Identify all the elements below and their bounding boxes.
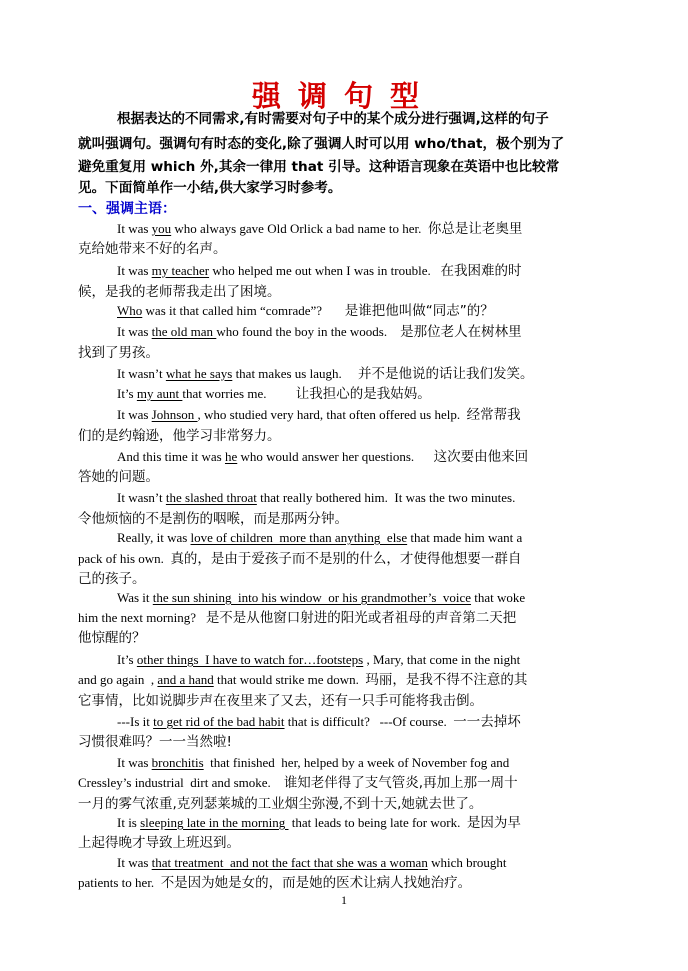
section-heading: 一、强调主语： <box>78 201 176 217</box>
chinese-translation: 上起得晚才导致上班迟到。 <box>78 835 240 851</box>
english-text: which brought <box>427 855 507 870</box>
chinese-translation: 真的，是由于爱孩子而不是别的什么，才使得他想要一群自 <box>170 551 522 567</box>
example-line <box>117 813 617 833</box>
english-text: him the next morning? <box>78 610 206 625</box>
emphasized-part: and a hand <box>157 672 214 687</box>
example-line <box>78 691 618 711</box>
chinese-translation: 在我困难的时 <box>440 263 522 279</box>
english-text: It’s <box>117 652 137 667</box>
english-text: that woke <box>471 590 526 605</box>
emphasized-part: the slashed throat <box>165 490 257 505</box>
emphasized-part: the old man <box>151 324 217 339</box>
emphasized-part: my aunt <box>136 386 183 401</box>
chinese-translation: 让我担心的是我姑妈。 <box>295 386 431 402</box>
example-line <box>78 343 618 363</box>
english-text: who always gave Old Orlick a bad name to her. <box>171 221 428 236</box>
example-line <box>117 322 617 342</box>
chinese-translation: 习惯很难吗？一一当然啦! <box>78 734 232 750</box>
example-line <box>78 569 618 589</box>
english-text: It was <box>117 755 152 770</box>
example-line <box>78 773 618 793</box>
english-text: It’s <box>117 386 137 401</box>
chinese-translation: 候，是我的老师帮我走出了困境。 <box>78 284 281 300</box>
chinese-translation: 找到了男孩。 <box>78 345 159 361</box>
example-line <box>117 364 617 384</box>
chinese-translation: 经常帮我 <box>466 407 521 423</box>
example-line <box>117 301 617 321</box>
english-text: that makes us laugh. <box>232 366 358 381</box>
example-line <box>78 833 618 853</box>
english-text: And this time it was <box>117 449 225 464</box>
chinese-translation: 令他烦恼的不是割伤的咽喉，而是那两分钟。 <box>78 511 348 527</box>
english-text: that made him want a <box>407 530 523 545</box>
example-line <box>117 650 617 670</box>
english-text: that finished her, helped by a week of November fog and <box>203 755 510 770</box>
example-line <box>78 628 618 648</box>
intro-line: 就叫强调句。强调句有时态的变化,除了强调人时可以用 who/that，极个别为了 <box>78 136 565 152</box>
example-line <box>117 219 617 239</box>
intro-line: 根据表达的不同需求,有时需要对句子中的某个成分进行强调,这样的句子 <box>117 111 549 127</box>
english-text: It was <box>117 324 152 339</box>
emphasized-part: my teacher <box>151 263 210 278</box>
example-line <box>78 873 618 893</box>
emphasized-part: you <box>151 221 172 236</box>
english-text: was it that called him “comrade”? <box>142 303 345 318</box>
example-line <box>117 261 617 281</box>
example-line <box>78 732 618 752</box>
example-line <box>117 753 617 773</box>
example-line <box>117 528 617 548</box>
chinese-translation: 克给她带来不好的名声。 <box>78 241 227 257</box>
chinese-translation: 你总是让老奥里 <box>427 221 523 237</box>
example-line <box>78 426 618 446</box>
chinese-translation: 并不是他说的话让我们发笑。 <box>357 366 534 382</box>
example-line <box>78 608 618 628</box>
example-line <box>78 509 618 529</box>
emphasized-part: Johnson <box>151 407 198 422</box>
example-line <box>117 853 617 873</box>
english-text: Cressley’s industrial dirt and smoke. <box>78 775 284 790</box>
emphasized-part: sleeping late in the morning <box>140 815 289 830</box>
english-text: , who studied very hard, that often offered us help. <box>197 407 467 422</box>
chinese-translation: 己的孩子。 <box>78 571 146 587</box>
english-text: who helped me out when I was in trouble. <box>209 263 441 278</box>
emphasized-part: to get rid of the bad habit <box>153 714 285 729</box>
example-line <box>117 588 617 608</box>
english-text: that would strike me down. <box>213 672 366 687</box>
page-number: 1 <box>341 893 347 907</box>
chinese-translation: 们的是约翰逊，他学习非常努力。 <box>78 428 281 444</box>
chinese-translation: 是因为早 <box>466 815 521 831</box>
english-text: It was <box>117 221 152 236</box>
english-text: patients to her. <box>78 875 161 890</box>
emphasized-part: what he says <box>165 366 233 381</box>
chinese-translation: 这次要由他来回 <box>433 449 529 465</box>
chinese-translation: 谁知老伴得了支气管炎,再加上那一周十 <box>283 775 518 791</box>
english-text: It was <box>117 855 152 870</box>
example-line <box>78 549 618 569</box>
emphasized-part: love of children more than anything else <box>190 530 408 545</box>
english-text: that really bothered him. It was the two minutes. <box>256 490 516 505</box>
english-text: and go again , <box>78 672 158 687</box>
english-text: It is <box>117 815 141 830</box>
intro-line: 避免重复用 which 外,其余一律用 that 引导。这种语言现象在英语中也比较常 <box>78 159 560 175</box>
example-line <box>117 488 617 508</box>
english-text: that leads to being late for work. <box>288 815 467 830</box>
example-line <box>117 405 617 425</box>
chinese-translation: 答她的问题。 <box>78 469 159 485</box>
english-text: pack of his own. <box>78 551 171 566</box>
example-line <box>78 794 618 814</box>
chinese-translation: 是谁把他叫做“同志”的？ <box>344 303 494 319</box>
english-text: It wasn’t <box>117 366 166 381</box>
chinese-translation: 是不是从他窗口射进的阳光或者祖母的声音第二天把 <box>205 610 517 626</box>
english-text: ---Is it <box>117 714 154 729</box>
emphasized-part: he <box>224 449 238 464</box>
chinese-translation: 他惊醒的？ <box>78 630 146 646</box>
emphasized-part: the sun shining into his window or his grandmother’s voice <box>152 590 472 605</box>
chinese-translation: 它事情，比如说脚步声在夜里来了又去，还有一只手可能将我击倒。 <box>78 693 483 709</box>
english-text: who found the boy in the woods. <box>216 324 401 339</box>
english-text: It was <box>117 263 152 278</box>
example-line <box>78 282 618 302</box>
chinese-translation: 是那位老人在树林里 <box>400 324 522 340</box>
intro-line: 见。下面简单作一小结,供大家学习时参考。 <box>78 180 342 196</box>
chinese-translation: 玛丽，是我不得不注意的其 <box>365 672 528 688</box>
chinese-translation: 一一去掉坏 <box>453 714 521 730</box>
chinese-translation: 一月的雾气浓重,克列瑟莱城的工业烟尘弥漫,不到十天,她就去世了。 <box>78 796 483 812</box>
chinese-translation: 不是因为她是女的，而是她的医术让病人找她治疗。 <box>160 875 472 891</box>
english-text: It was <box>117 407 152 422</box>
english-text: who would answer her questions. <box>237 449 434 464</box>
emphasized-part: Who <box>117 303 143 318</box>
emphasized-part: other things I have to watch for…footsteps <box>136 652 364 667</box>
english-text: It wasn’t <box>117 490 166 505</box>
example-line <box>78 467 618 487</box>
english-text: , Mary, that come in the night <box>363 652 521 667</box>
page-title: 强调句型 <box>251 79 436 113</box>
emphasized-part: bronchitis <box>151 755 204 770</box>
example-line <box>78 239 618 259</box>
example-line <box>117 384 617 404</box>
example-line <box>117 712 617 732</box>
example-line <box>117 447 617 467</box>
english-text: Really, it was <box>117 530 191 545</box>
example-line <box>78 670 618 690</box>
english-text: that worries me. <box>182 386 296 401</box>
english-text: Was it <box>117 590 153 605</box>
emphasized-part: that treatment and not the fact that she was a woman <box>151 855 428 870</box>
english-text: that is difficult? ---Of course. <box>284 714 454 729</box>
